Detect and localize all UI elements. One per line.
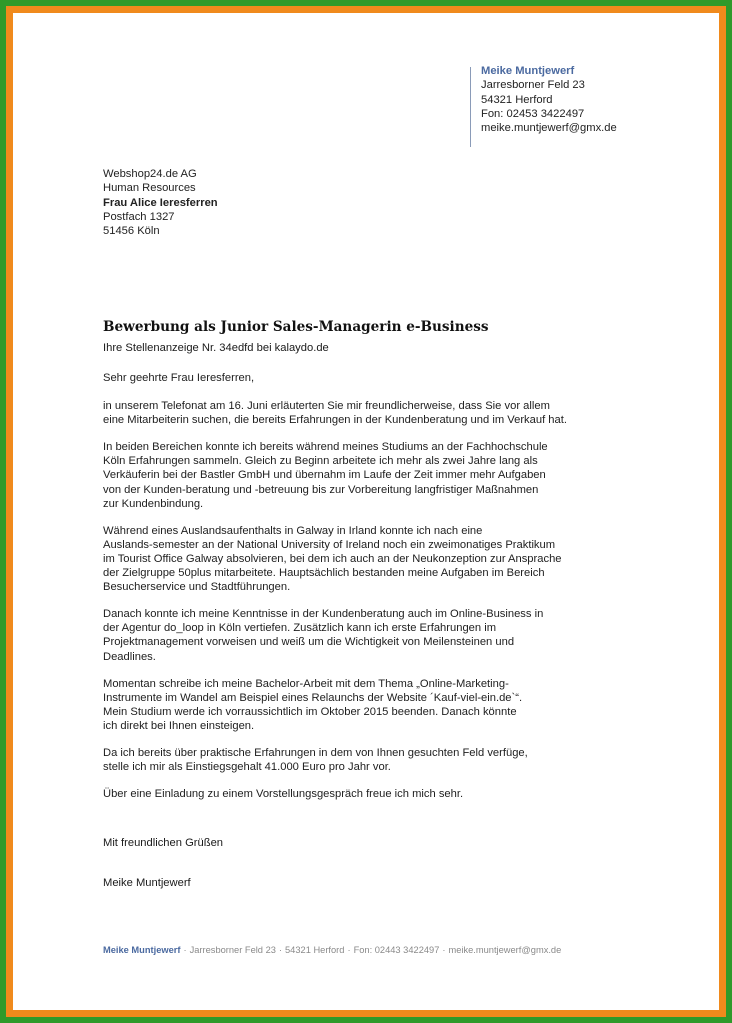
sender-email: meike.muntjewerf@gmx.de	[481, 122, 617, 135]
sender-street: Jarresborner Feld 23	[481, 79, 585, 92]
letter-footer	[103, 945, 561, 955]
body-paragraph: Während eines Auslandsaufenthalts in Galway in Irland konnte ich nach eine Auslands-semester an der National University of Ireland noch ein zweimonatiges Praktikum im Tourist Office Galway absolvieren, bei dem ich auch an der Neukonzeption zur Ansprache der Zielgruppe 50plus mitarbeitete. Hauptsächlich bestanden meine Aufgaben im Bereich Besucherservice und Stadtführungen.	[103, 524, 562, 594]
letter-reference: Ihre Stellenanzeige Nr. 34edfd bei kalaydo.de	[103, 342, 329, 354]
letter-closing: Mit freundlichen Grüßen	[103, 837, 224, 849]
footer-email: meike.muntjewerf@gmx.de	[448, 945, 562, 955]
sender-phone: Fon: 02453 3422497	[481, 107, 585, 120]
body-paragraph: Über eine Einladung zu einem Vorstellungsgespräch freue ich mich sehr.	[103, 788, 464, 801]
recipient-block	[103, 167, 218, 238]
footer-name: Meike Muntjewerf	[103, 945, 181, 955]
footer-separator: ·	[183, 945, 187, 955]
letter-body	[103, 371, 633, 814]
body-paragraph: Momentan schreibe ich meine Bachelor-Arbeit mit dem Thema „Online-Marketing- Instrumente im Wandel am Beispiel eines Relaunchs der Website ´Kauf-viel-ein.de`“. Mein Studium werde ich vorraussichtlich im Oktober 2015 beenden. Danach könnte ich direkt bei Ihnen einsteigen.	[103, 677, 523, 732]
sender-city: 54321 Herford	[481, 93, 553, 106]
recipient-department: Human Resources	[103, 182, 196, 195]
recipient-company: Webshop24.de AG	[103, 168, 197, 180]
recipient-postbox: Postfach 1327	[103, 210, 175, 223]
letter-subject: Bewerbung als Junior Sales-Managerin e-Business	[103, 319, 489, 335]
body-paragraph: Da ich bereits über praktische Erfahrungen in dem von Ihnen gesuchten Feld verfüge, stelle ich mir als Einstiegsgehalt 41.000 Euro pro Jahr vor.	[103, 746, 528, 774]
body-paragraph: in unserem Telefonat am 16. Juni erläuterten Sie mir freundlicherweise, dass Sie vor allem eine Mitarbeiterin suchen, die bereits Erfahrungen in der Kundenberatung und im Verkauf hat.	[103, 400, 567, 427]
body-paragraph: Danach konnte ich meine Kenntnisse in der Kundenberatung auch im Online-Business in der Agentur do_loop in Köln vertiefen. Zusätzlich kann ich erste Erfahrungen im Projektmanagement vorweisen und weiß um die Wichtigkeit von Meilensteinen und Deadlines.	[103, 608, 544, 663]
footer-separator: ·	[347, 945, 351, 955]
letter-signature: Meike Muntjewerf	[103, 877, 191, 889]
letter-salutation: Sehr geehrte Frau Ieresferren,	[103, 372, 255, 384]
sender-divider	[470, 67, 471, 147]
letter-page	[13, 13, 719, 1010]
footer-street: Jarresborner Feld 23	[189, 945, 276, 955]
footer-separator: ·	[278, 945, 283, 955]
body-paragraph: In beiden Bereichen konnte ich bereits während meines Studiums an der Fachhochschule Köln Erfahrungen sammeln. Gleich zu Beginn arbeitete ich mehr als zwei Jahre lang als Verkäuferin bei der Bastler GmbH und übernahm im Laufe der Zeit immer mehr Aufgaben von der Kunden-beratung und -betreuung bis zur Vorbereitung langfristiger Maßnahmen zur Kundenbindung.	[103, 441, 548, 510]
sender-block	[481, 64, 617, 135]
footer-phone: Fon: 02443 3422497	[353, 945, 440, 955]
recipient-city: 51456 Köln	[103, 225, 160, 238]
sender-name: Meike Muntjewerf	[481, 65, 575, 77]
footer-city: 54321 Herford	[285, 945, 345, 955]
footer-separator: ·	[442, 945, 446, 955]
recipient-contact: Frau Alice Ieresferren	[103, 196, 218, 209]
